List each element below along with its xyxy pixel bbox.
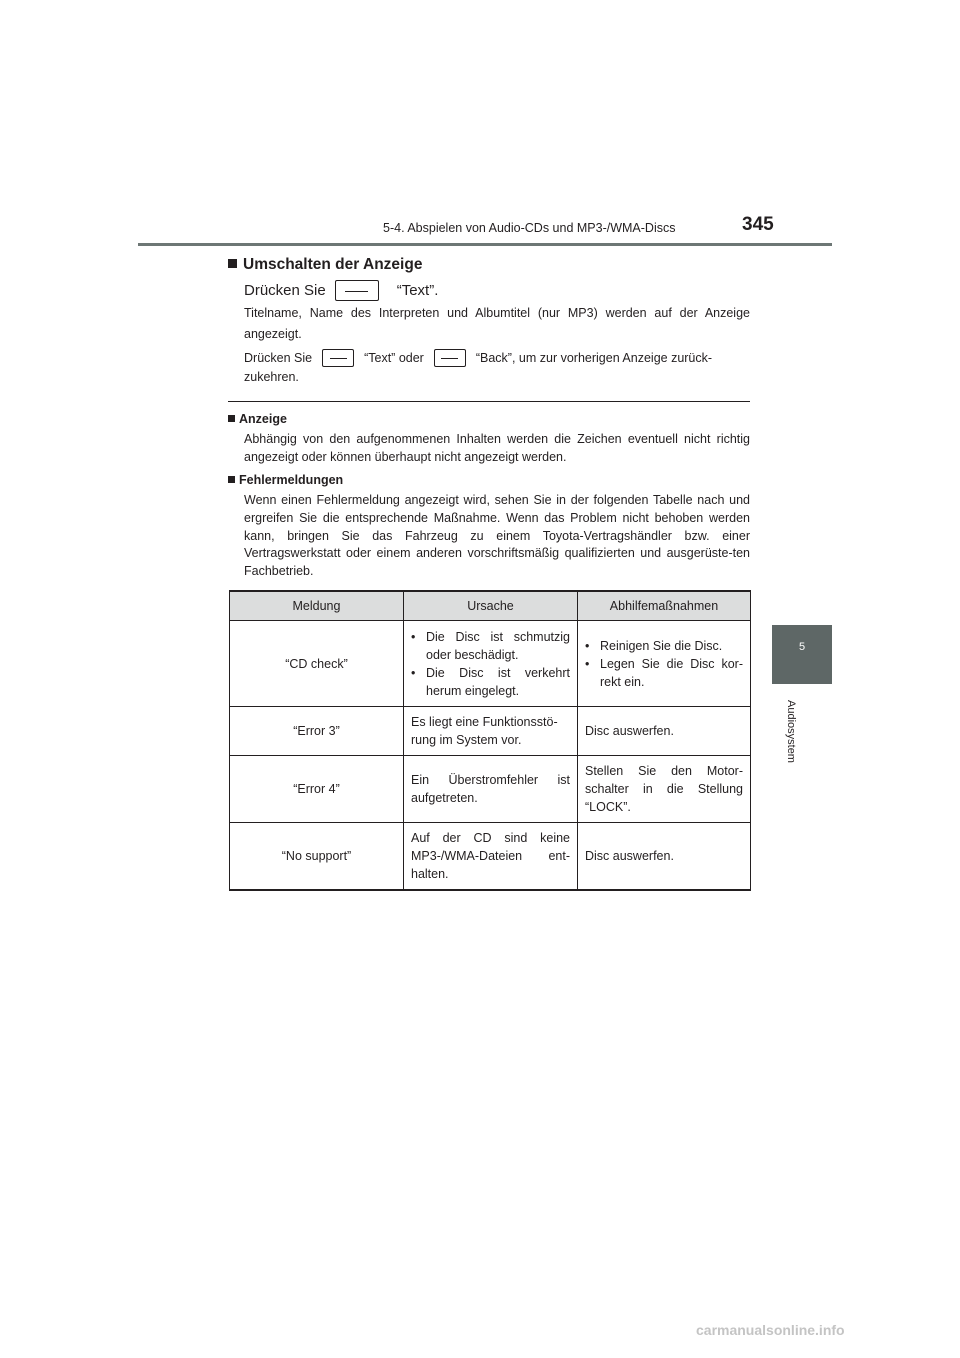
cause-cell: Auf der CD sind keine MP3-/WMA-Dateien ent-halten.: [404, 823, 578, 891]
message-cell: “Error 4”: [230, 756, 404, 823]
return-suffix: “Back”, um zur vorherigen Anzeige zurück-: [475, 351, 713, 365]
table-row: [230, 756, 751, 823]
screen-button-icon: [322, 349, 354, 367]
cause-cell: [404, 621, 578, 707]
note-heading: [228, 412, 287, 426]
table-header-cell: Meldung: [230, 591, 404, 621]
return-mid: “Text” oder: [364, 351, 424, 365]
remedy-cell: Disc auswerfen.: [578, 707, 751, 756]
description-text: Titelname, Name des Interpreten und Albumtitel (nur MP3) werden auf der Anzeige angezeigt.: [244, 306, 750, 341]
watermark-text: carmanualsonline.info: [696, 1322, 845, 1338]
error-message-table: [229, 590, 751, 891]
list-item: • Die Disc ist verkehrt herum eingelegt.: [411, 664, 570, 700]
message-cell: “CD check”: [230, 621, 404, 707]
note-title: Anzeige: [239, 412, 287, 426]
table-header-cell: Ursache: [404, 591, 578, 621]
chapter-number: 5: [798, 641, 806, 653]
remedy-cell: Stellen Sie den Motor-schalter in die Stellung “LOCK”.: [578, 756, 751, 823]
return-instruction-end: zukehren.: [244, 370, 299, 384]
instruction-suffix: “Text”.: [396, 282, 439, 299]
square-bullet-icon: [228, 415, 235, 422]
section-heading-text: Umschalten der Anzeige: [243, 256, 423, 273]
table-row: [230, 707, 751, 756]
section-title: 5-4. Abspielen von Audio-CDs und MP3-/WMA-Discs: [383, 221, 676, 235]
table-row: [230, 823, 751, 891]
cause-list: [411, 628, 570, 700]
chapter-tab: [772, 625, 832, 684]
return-prefix: Drücken Sie: [244, 351, 313, 365]
note-title: Fehlermeldungen: [239, 473, 344, 487]
list-item: • Legen Sie die Disc kor-rekt ein.: [585, 655, 743, 691]
list-item: • Reinigen Sie die Disc.: [585, 637, 743, 655]
cause-cell: Es liegt eine Funktionsstö-rung im System vor.: [404, 707, 578, 756]
section-divider: [228, 401, 750, 402]
chapter-label-wrapper: [781, 700, 797, 790]
remedy-cell: [578, 621, 751, 707]
table-header-row: [230, 591, 751, 621]
note-text: Wenn einen Fehlermeldung angezeigt wird, sehen Sie in der folgenden Tabelle nach und ergreifen Sie die entsprechende Maßnahme. Wenn das Problem nicht behoben werden kann, bringen Sie das Fahrzeug zu einem Toyota-Vertragshändler bzw. einer Vertragswerkstatt oder einem anderen vorschriftsmäßig qualifizierten und ausgerüste-ten Fachbetrieb.: [244, 493, 750, 579]
remedy-cell: Disc auswerfen.: [578, 823, 751, 891]
square-bullet-icon: [228, 259, 237, 268]
return-instruction: [244, 349, 712, 367]
instruction-text: [244, 280, 438, 301]
section-heading: [228, 256, 422, 274]
list-item: • Die Disc ist schmutzig oder beschädigt.: [411, 628, 570, 664]
note-heading: [228, 473, 343, 487]
table-header-cell: Abhilfemaßnahmen: [578, 591, 751, 621]
message-cell: “No support”: [230, 823, 404, 891]
square-bullet-icon: [228, 476, 235, 483]
message-cell: “Error 3”: [230, 707, 404, 756]
cause-cell: Ein Überstromfehler ist aufgetreten.: [404, 756, 578, 823]
screen-button-icon: [335, 280, 379, 301]
note-text: Abhängig von den aufgenommenen Inhalten werden die Zeichen eventuell nicht richtig angezeigt oder können überhaupt nicht angezeigt werden.: [244, 432, 750, 464]
page-number: 345: [742, 214, 774, 235]
header-divider: [138, 243, 832, 246]
table-row: [230, 621, 751, 707]
instruction-prefix: Drücken Sie: [244, 282, 326, 299]
screen-button-icon: [434, 349, 466, 367]
remedy-list: [585, 637, 743, 691]
chapter-label: Audiosystem: [785, 700, 797, 763]
